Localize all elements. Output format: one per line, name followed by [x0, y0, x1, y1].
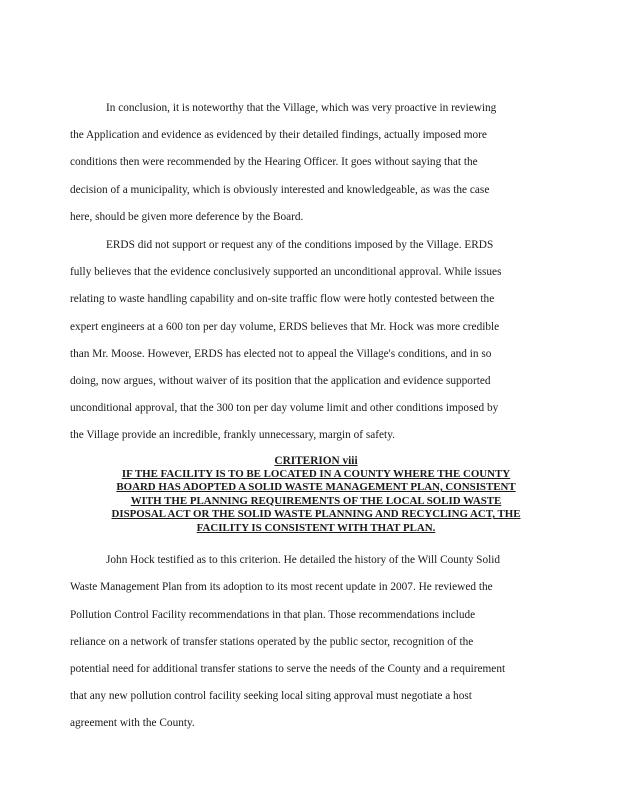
- text-line: here, should be given more deference by the Board.: [70, 210, 304, 223]
- document-page: [70, 95, 562, 738]
- text-line: In conclusion, it is noteworthy that the Village, which was very proactive in reviewing: [106, 102, 497, 114]
- criterion-title: CRITERION viii: [274, 454, 358, 467]
- text-line: potential need for additional transfer stations to serve the needs of the County and a requirement: [70, 662, 506, 675]
- criterion-text-line: DISPOSAL ACT OR THE SOLID WASTE PLANNING AND RECYCLING ACT, THE: [111, 508, 521, 521]
- text-line: Pollution Control Facility recommendations in that plan. Those recommendations include: [70, 608, 476, 621]
- text-line: relating to waste handling capability and on-site traffic flow were hotly contested between the: [70, 293, 495, 306]
- text-line: doing, now argues, without waiver of its position that the application and evidence supported: [70, 375, 491, 388]
- text-line: expert engineers at a 600 ton per day volume, ERDS believes that Mr. Hock was more credible: [70, 320, 500, 333]
- criterion-text-line: WITH THE PLANNING REQUIREMENTS OF THE LOCAL SOLID WASTE: [130, 494, 502, 507]
- text-line: fully believes that the evidence conclusively supported an unconditional approval. While issues: [70, 266, 502, 279]
- text-line: than Mr. Moose. However, ERDS has elected not to appeal the Village's conditions, and in so: [70, 347, 492, 360]
- text-line: Waste Management Plan from its adoption to its most recent update in 2007. He reviewed the: [70, 581, 493, 594]
- paragraph-erds-conditions: [70, 232, 562, 450]
- text-line: agreement with the County.: [70, 717, 195, 730]
- criterion-text-line: FACILITY IS CONSISTENT WITH THAT PLAN.: [196, 521, 436, 534]
- criterion-heading: [70, 454, 562, 536]
- text-line: unconditional approval, that the 300 ton per day volume limit and other conditions imposed by: [70, 402, 499, 415]
- text-line: decision of a municipality, which is obviously interested and knowledgeable, as was the case: [70, 183, 490, 196]
- criterion-text-line: IF THE FACILITY IS TO BE LOCATED IN A COUNTY WHERE THE COUNTY: [121, 467, 511, 480]
- text-line: reliance on a network of transfer stations operated by the public sector, recognition of the: [70, 635, 474, 648]
- paragraph-hock-testimony: [70, 547, 562, 737]
- text-line: conditions then were recommended by the Hearing Officer. It goes without saying that the: [70, 156, 478, 169]
- criterion-text-line: BOARD HAS ADOPTED A SOLID WASTE MANAGEMENT PLAN, CONSISTENT: [116, 481, 516, 494]
- text-line: that any new pollution control facility seeking local siting approval must negotiate a host: [70, 690, 472, 703]
- text-line: ERDS did not support or request any of the conditions imposed by the Village. ERDS: [106, 239, 494, 252]
- text-line: the Application and evidence as evidenced by their detailed findings, actually imposed more: [70, 129, 487, 142]
- paragraph-conclusion: [70, 95, 562, 231]
- text-line: John Hock testified as to this criterion. He detailed the history of the Will County Solid: [106, 554, 501, 567]
- text-line: the Village provide an incredible, frankly unnecessary, margin of safety.: [70, 429, 395, 442]
